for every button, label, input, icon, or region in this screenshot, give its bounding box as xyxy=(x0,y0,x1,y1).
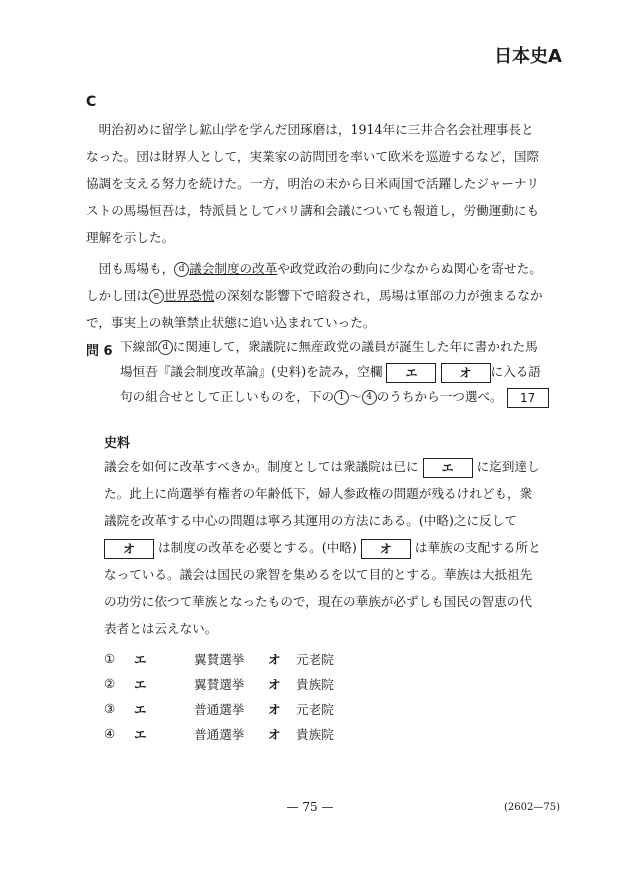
source-text-part: は制度の改革を必要とする。(中略) xyxy=(158,540,357,555)
choice-o-label: オ xyxy=(268,702,281,717)
underline-marker-d: d xyxy=(158,340,173,355)
blank-box-e: エ xyxy=(423,458,473,478)
choice-range-start: 1 xyxy=(334,390,349,405)
source-heading: 史料 xyxy=(104,436,131,451)
passage-paragraph-2 xyxy=(86,255,546,336)
question-text-part: に入る語句の組合せとして正しいものを，下の xyxy=(120,364,541,404)
range-tilde: ～ xyxy=(349,389,362,404)
question-text-part: 下線部 xyxy=(120,339,158,354)
choice-o-label: オ xyxy=(268,652,281,667)
choice-o-value: 元老院 xyxy=(296,702,334,717)
section-label: C xyxy=(86,94,97,110)
passage-text: の深刻な影響下で暗殺され，馬場は軍部の力が強まるなかで，事実上の執筆禁止状態に追い込まれていった。 xyxy=(86,288,543,330)
underline-marker-e: e xyxy=(149,289,164,304)
source-text-part: 議会を如何に改革すべきか。制度としては衆議院は已に xyxy=(104,459,419,474)
question-text-part: のうちから一つ選べ。 xyxy=(376,389,503,404)
subject-title: 日本史A xyxy=(494,46,562,67)
choice-e-label: エ xyxy=(134,677,147,692)
blank-box-e: エ xyxy=(386,363,436,383)
page-number: — 75 — xyxy=(286,800,334,814)
passage xyxy=(86,116,546,336)
choice-e-label: エ xyxy=(134,652,147,667)
choice-4[interactable] xyxy=(104,721,334,746)
choice-e-label: エ xyxy=(134,702,147,717)
choice-3[interactable] xyxy=(104,696,334,721)
blank-box-o: オ xyxy=(361,539,411,559)
source-text xyxy=(104,453,544,642)
document-code: (2602—75) xyxy=(504,802,560,813)
source-text-part: は華族の支配する所となっている。議会は国民の衆智を集めるを以て目的とする。華族は大抵祖先の功労に依つて華族となったもので，現在の華族が必ずしも国民の智恵の代表者とは云えない。 xyxy=(104,540,541,636)
choice-2[interactable] xyxy=(104,671,334,696)
choice-range-end: 4 xyxy=(362,390,377,405)
choice-o-label: オ xyxy=(268,727,281,742)
choice-number: ② xyxy=(104,676,116,691)
choice-o-value: 貴族院 xyxy=(296,677,334,692)
passage-paragraph-1: 明治初めに留学し鉱山学を学んだ団琢磨は，1914年に三井合名会社理事長となった。団は財界人として，実業家の訪問団を率いて欧米を巡遊するなど，国際協調を支える努力を続けた。一方，明治の末から日米両国で活躍したジャーナリストの馬場恒吾は，特派員としてパリ講和会議についても報道し，労働運動にも理解を示した。 xyxy=(86,122,540,245)
source-text-part: に迄到達した。此上に尚選挙有権者の年齢低下，婦人参政権の問題が残るけれども，衆議院を改革する中心の問題は寧ろ其運用の方法にある。(中略)之に反して xyxy=(104,459,540,528)
choice-o-value: 元老院 xyxy=(296,652,334,667)
blank-box-o: オ xyxy=(441,363,491,383)
choice-e-value: 普通選挙 xyxy=(194,727,245,742)
passage-text: 団も馬場も， xyxy=(98,261,175,276)
underline-marker-d: d xyxy=(174,262,189,277)
choice-number: ④ xyxy=(104,726,116,741)
passage-text: や政党政治の動向に少なからぬ関心を寄せた。しかし団は xyxy=(86,261,542,303)
choice-number: ① xyxy=(104,651,116,666)
blank-box-o: オ xyxy=(104,539,154,559)
choice-e-value: 普通選挙 xyxy=(194,702,245,717)
choice-o-label: オ xyxy=(268,677,281,692)
choice-e-label: エ xyxy=(134,727,147,742)
answer-number-box: 17 xyxy=(507,388,549,408)
choice-number: ③ xyxy=(104,701,116,716)
question-label: 問 6 xyxy=(86,344,113,359)
underlined-term-d: 議会制度の改革 xyxy=(189,261,278,276)
answer-choices xyxy=(104,646,334,746)
question-text-part: に関連して，衆議院に無産政党の議員が誕生した年に書かれた馬場恒吾『議会制度改革論』(史料)を読み，空欄 xyxy=(120,339,538,379)
choice-o-value: 貴族院 xyxy=(296,727,334,742)
question-text xyxy=(120,334,550,409)
choice-1[interactable] xyxy=(104,646,334,671)
choice-e-value: 翼賛選挙 xyxy=(194,652,245,667)
choice-e-value: 翼賛選挙 xyxy=(194,677,245,692)
underlined-term-e: 世界恐慌 xyxy=(163,288,215,303)
